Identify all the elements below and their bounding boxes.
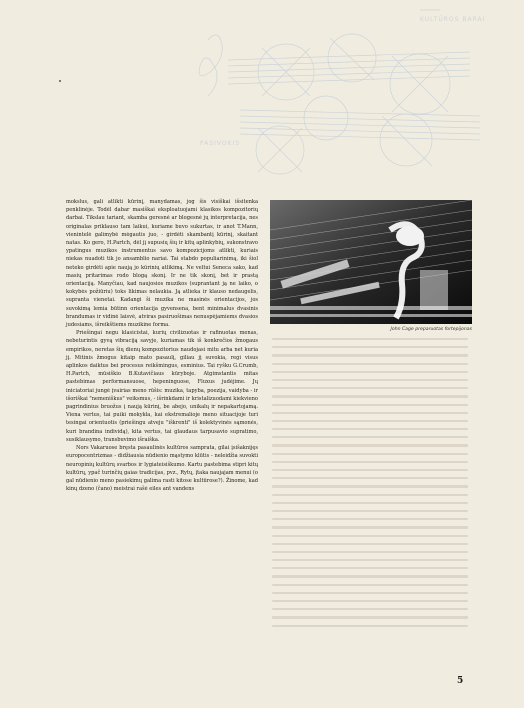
paragraph-1: mokslus, gali atlikti kūrinį, manydamas, jog šis visiškai išsitenka penklinėje. Todėl dabar masiškai eksploatuojami klasikos kompozitorių darbai. Tikslau tariant, skamba geresnė ar blogesnė jų interpretacija, nes originalas priklauso tam laikui, kuriame buvo sukurtas, ir anot T.Mann, vienintelė galimybė mėgautis juo, - girdėti skambantį kūrinį, skaitant natas. Ko gero, H.Partch, dėl jį supusių šių ir kitų aplinkybių, sukonstravo ypatingus muzikos instrumentus savo kompozicijoms atlikti, kuriais niekas nuadoti tik jo ansamblio nariai. Tai stabdo populiarinimą, iki šiol neteko girdėti apie naują jo kūrinių atlikimą. Ne veltui Seneca sako, kad masių pritarimas rodo blogą skonį. Ir ne tik skonį, bet ir prastą orientaciją. Manyčiau, kad naujosios muzikos (suprantant ją ne laiko, o kokybės požiūriu) toks likimas nelaukia. Ją atlieka ir klauso nedaugelis, supranta vienetai. Kadangi ši muzika ne masinės orientacijos, jos suvokimą lemia būtinn orientacija gyvensena, bent minimalus dvasinis brandumas ir vidinė laisvė, atviras pasiruošimas nenuspėjamiems dvasios judesiams, išreikštiems muzikine forma.	[66, 199, 258, 329]
paragraph-3: Nors Vakaruose bręsta pasaulinės kultūros samprata, gilai įsišaknijęs europocentrizmas - didžiausia nūdienio mąstymo klūtis - neleidžia suvokti neuropinių kultūrų svarbos ir lygiateisiškumo. Kartu pastebima stipri kitų kultūrų, ypač turinčių gaias tradicijas, pvz., Rytų, įtaka naujajam menui (o gal nūdienio meno pasiekimų galima rasti kitose kultūrose?). Žinome, kad kinų dzeno (čano) meistrai rašė eiles ant vandens	[66, 445, 258, 493]
background-engraving	[0, 0, 524, 200]
page-number: 5	[457, 676, 464, 686]
faint-section-label: PASIVOKIS	[200, 140, 241, 147]
faint-header-label: KULTŪROS BARAI	[420, 16, 486, 23]
bleed-through-text	[272, 338, 468, 638]
treble-clef-sketch	[199, 35, 222, 96]
photo-caption: John Cage preparuotas fortepijonas	[390, 327, 472, 332]
radial-lines	[258, 10, 448, 172]
staff-lines	[228, 52, 480, 140]
article-body	[66, 198, 258, 493]
print-speck	[59, 80, 61, 82]
paragraph-2: Priešingai negu klasicistai, kurių civilizuotas ir rafinuotas menas, nebeturintis gyvą vibraciją savyje, kuriamas tik iš konkrečios žmogaus empirikos, neretas šių dienų kompozitorius naudojasi mitu arba net kuria jį. Mitinis žmogus kitaip mato pasaulį, giliau jį suvokia, regi visus aplinkos daiktus bei procesus reikšmingus, esminius. Tai ryšku G.Crumb, H.Partch, mūsiškio B.Kutavičiaus kūryboje. Atgimstantis mitas pastebimas performansuose, hepeninguose, Fluxus judėjime. Jų iniciatoriai jungė įvairias meno rūšis: muzika, tapyba, poezija, vaidyba - ir išoriškai "nemeniškus" veiksmus, - išrinkdami ir kristalizuodami kiekvieno pagrindinius bruožus į naują kūrinį, be abejo, unikalų ir nepakartojamą. Viena vertus, tai puiki mokykla, kai ekstremalioje meno situacijoje turi tesingai orientuotis (priešingu atveju "iškrenti" iš kolektyvinės sąmonės, kuri brandina individą), kita vertus, tai glaudaus tarpusavio supratimo, susiklausymo, transbuvimo išraiška.	[66, 330, 258, 443]
prepared-piano-image	[270, 200, 472, 324]
engraved-circles	[256, 34, 450, 174]
piano-photo	[270, 200, 472, 324]
